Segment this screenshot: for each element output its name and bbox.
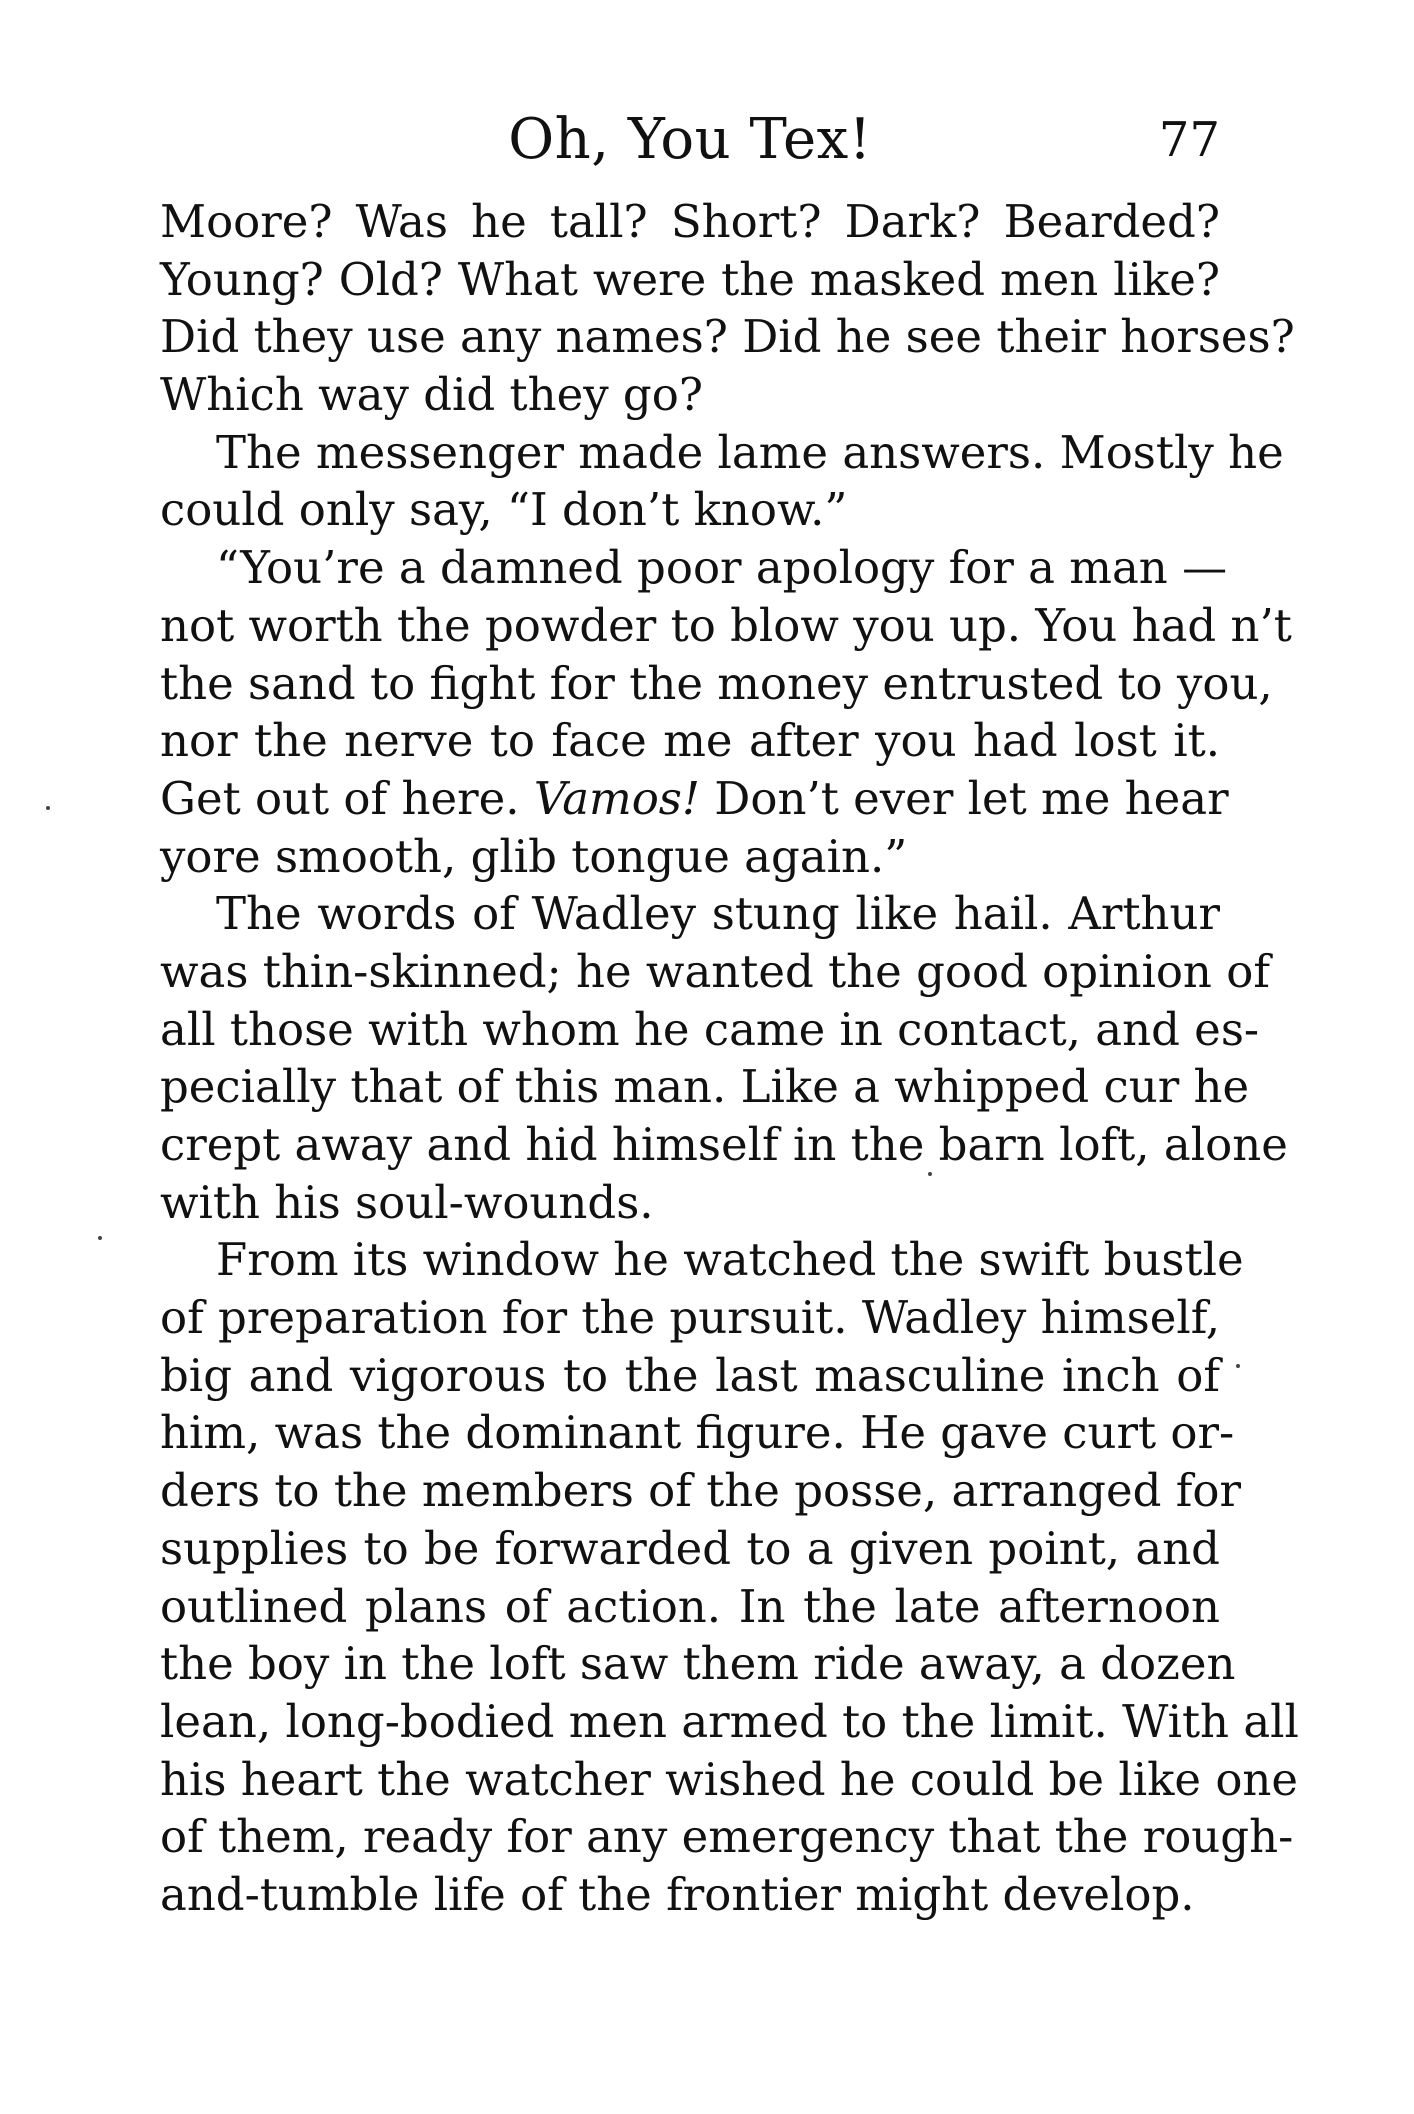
text-line: Get out of here. Vamos! Don’t ever let me hear (160, 771, 1229, 825)
text-line: of them, ready for any emergency that the rough- (160, 1810, 1294, 1864)
text-line: “You’re a damned poor apology for a man — (216, 541, 1228, 595)
italic-word: Vamos! (533, 771, 700, 825)
text-line: crept away and hid himself in the barn loft, alone (160, 1118, 1288, 1171)
running-title: Oh, You Tex! (508, 107, 872, 172)
text-line: The messenger made lame answers. Mostly he (216, 425, 1284, 479)
text-line: with his soul-wounds. (160, 1175, 654, 1229)
text-line: was thin-skinned; he wanted the good opinion of (160, 944, 1270, 998)
text-line: From its window he watched the swift bustle (216, 1233, 1244, 1287)
text-line: him, was the dominant figure. He gave curt or- (160, 1406, 1235, 1460)
text-line: lean, long-bodied men armed to the limit. With all (160, 1694, 1299, 1748)
text-line: all those with whom he came in contact, and es- (160, 1002, 1260, 1056)
text-line: yore smooth, glib tongue again.” (160, 829, 908, 883)
text-line: and-tumble life of the frontier might develop. (160, 1867, 1195, 1921)
page-header (160, 100, 1220, 180)
text-line: big and vigorous to the last masculine inch of (160, 1348, 1220, 1402)
scan-speck (928, 1172, 932, 1176)
text-line: Did they use any names? Did he see their horses? (160, 310, 1295, 364)
text-line: nor the nerve to face me after you had lost it. (160, 714, 1220, 768)
scan-speck (1236, 1364, 1240, 1368)
text-line: Moore? Was he tall? Short? Dark? Bearded? (160, 195, 1220, 248)
text-line: the sand to fight for the money entrusted to you, (160, 656, 1273, 710)
text-line: ders to the members of the posse, arranged for (160, 1464, 1241, 1518)
scan-speck (98, 1236, 102, 1240)
text-line: pecially that of this man. Like a whipped cur he (160, 1060, 1250, 1114)
text-line: not worth the powder to blow you up. You had n’t (160, 598, 1292, 652)
text-line: Young? Old? What were the masked men like? (160, 252, 1220, 306)
text-line: of preparation for the pursuit. Wadley himself, (160, 1291, 1221, 1345)
text-line: could only say, “I don’t know.” (160, 483, 848, 537)
text-line: outlined plans of action. In the late afternoon (160, 1579, 1220, 1633)
text-line: The words of Wadley stung like hail. Arthur (216, 887, 1220, 941)
text-line: his heart the watcher wished he could be like one (160, 1752, 1299, 1806)
text-line: Which way did they go? (160, 368, 703, 422)
text-line: supplies to be forwarded to a given point, and (160, 1521, 1220, 1575)
text-line: the boy in the loft saw them ride away, a dozen (160, 1637, 1236, 1691)
body-text (160, 193, 1299, 1924)
page-number: 77 (1158, 112, 1220, 168)
scan-speck (46, 806, 50, 810)
